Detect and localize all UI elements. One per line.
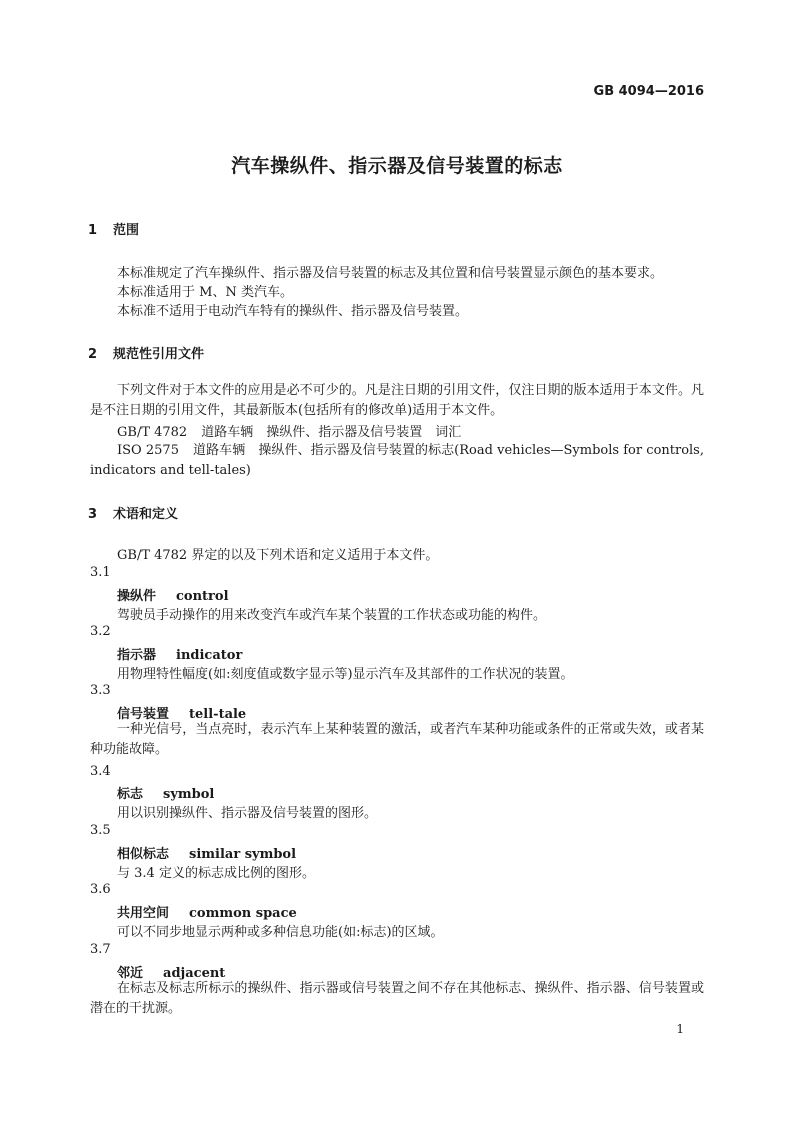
section-number: 2: [88, 347, 98, 362]
term-definition: 用物理特性幅度(如:刻度值或数字显示等)显示汽车及其部件的工作状况的装置。: [117, 667, 574, 682]
term-zh: 操纵件: [117, 589, 157, 604]
clause-number: 3.2: [90, 624, 111, 639]
term-zh: 信号装置: [117, 707, 170, 722]
term-heading: [117, 783, 214, 802]
reference-gbt4782: [117, 421, 461, 440]
reference-code: ISO 2575: [117, 443, 179, 458]
term-definition: 驾驶员手动操作的用来改变汽车或汽车某个装置的工作状态或功能的构件。: [117, 608, 547, 623]
term-zh: 共用空间: [117, 906, 170, 921]
term-heading: [117, 902, 297, 921]
reference-iso2575: [90, 441, 704, 481]
term-en: symbol: [163, 787, 215, 802]
scope-paragraph-2: 本标准适用于 M、N 类汽车。: [117, 285, 293, 300]
term-definition: 在标志及标志所标示的操纵件、指示器或信号装置之间不存在其他标志、操纵件、指示器、信号装置或潜在的干扰源。: [90, 981, 704, 1016]
clause-number: 3.6: [90, 882, 111, 897]
section-number: 3: [88, 507, 98, 522]
reference-title: 道路车辆 操纵件、指示器及信号装置 词汇: [201, 425, 462, 440]
term-en: tell-tale: [189, 707, 247, 722]
term-heading: [117, 585, 229, 604]
section-heading-terms: [88, 503, 178, 522]
clause-number: 3.7: [90, 942, 111, 957]
term-en: control: [176, 589, 229, 604]
section-title: 范围: [113, 223, 140, 238]
term-en: similar symbol: [189, 847, 297, 862]
section-title: 术语和定义: [113, 507, 179, 522]
reference-code: GB/T 4782: [117, 425, 188, 440]
normative-intro: 下列文件对于本文件的应用是必不可少的。凡是注日期的引用文件，仅注日期的版本适用于本文件。凡是不注日期的引用文件，其最新版本(包括所有的修改单)适用于本文件。: [90, 383, 704, 418]
term-definition: 用以识别操纵件、指示器及信号装置的图形。: [117, 806, 378, 821]
term-zh: 指示器: [117, 648, 157, 663]
section-title: 规范性引用文件: [113, 347, 205, 362]
clause-number: 3.4: [90, 764, 111, 779]
term-zh: 标志: [117, 787, 144, 802]
term-definition: 与 3.4 定义的标志成比例的图形。: [117, 866, 315, 881]
scope-paragraph-1: 本标准规定了汽车操纵件、指示器及信号装置的标志及其位置和信号装置显示颜色的基本要求。: [117, 266, 664, 281]
reference-title: 道路车辆 操纵件、指示器及信号装置的标志(Road vehicles—Symbols for controls, indicators and tell-tales): [90, 443, 704, 478]
term-zh: 邻近: [117, 966, 144, 981]
term-en: common space: [189, 906, 297, 921]
term-definition: 一种光信号，当点亮时，表示汽车上某种装置的激活，或者汽车某种功能或条件的正常或失效，或者某种功能故障。: [90, 722, 704, 757]
scope-paragraph-3: 本标准不适用于电动汽车特有的操纵件、指示器及信号装置。: [117, 304, 469, 319]
section-heading-normative: [88, 343, 204, 362]
term-heading: [117, 644, 242, 663]
standard-code: GB 4094—2016: [593, 84, 704, 99]
clause-number: 3.1: [90, 565, 111, 580]
clause-number: 3.3: [90, 683, 111, 698]
page-number: 1: [676, 1022, 684, 1036]
term-en: adjacent: [163, 966, 226, 981]
term-definition: 可以不同步地显示两种或多种信息功能(如:标志)的区域。: [117, 925, 444, 940]
term-zh: 相似标志: [117, 847, 170, 862]
terms-intro: GB/T 4782 界定的以及下列术语和定义适用于本文件。: [117, 548, 439, 563]
document-title: 汽车操纵件、指示器及信号装置的标志: [231, 155, 563, 177]
term-en: indicator: [176, 648, 243, 663]
clause-number: 3.5: [90, 823, 111, 838]
term-heading: [117, 843, 296, 862]
section-heading-scope: [88, 219, 139, 238]
section-number: 1: [88, 223, 98, 238]
